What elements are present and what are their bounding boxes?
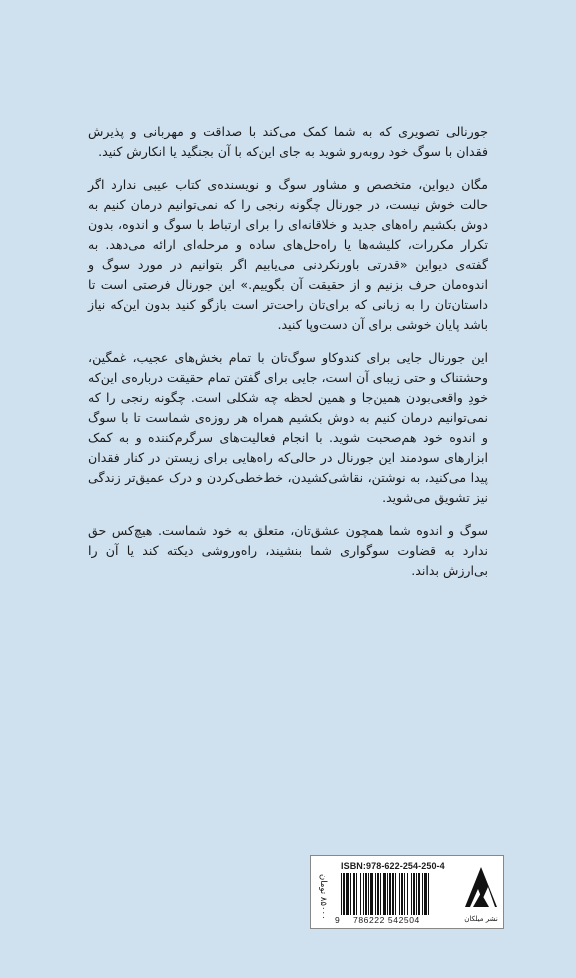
publisher-mountain-logo — [463, 863, 499, 919]
isbn-text: ISBN:978-622-254-250-4 — [341, 861, 445, 871]
barcode-bars — [341, 873, 455, 915]
barcode-digits: 786222 542504 — [353, 915, 420, 925]
price-label: ۸۵۰۰۰ تومان — [318, 874, 328, 920]
back-cover-text — [88, 122, 488, 594]
blurb-paragraph-1: جورنالی تصویری که به شما کمک می‌کند با صداقت و مهربانی و پذیرش فقدان با سوگ خود روبه‌رو شوید به جای این‌که با آن بجنگید یا انکارش کنید. — [88, 124, 488, 159]
blurb-paragraph-4: سوگ و اندوه شما همچون عشق‌تان، متعلق به خود شماست. هیچ‌کس حق ندارد به قضاوت سوگواری شما بنشیند، راه‌وروشی دیکته کند یا آن را بی‌ارزش بداند. — [88, 523, 488, 578]
publisher-name: نشر میلکان — [464, 915, 498, 923]
barcode-first-digit: 9 — [335, 915, 340, 925]
barcode-label — [310, 855, 504, 929]
blurb-paragraph-3: این جورنال جایی برای کندوکاو سوگ‌تان با تمام بخش‌های عجیب، غمگین، وحشتناک و حتی زیبای آن است، جایی برای گفتن تمام حقیقت درباره‌ی این‌که خودِ واقعی‌بودن همین‌جا و همین لحظه چه شکلی است. چگونه رنجی را که نمی‌توانیم درمان کنیم به دوش بکشیم همراه هر روزه‌ی شماست تا با سوگ و اندوه خود هم‌صحبت شوید. با انجام فعالیت‌های سرگرم‌کننده و به کمک ابزارهای سودمند این جورنال در حالی‌که راه‌هایی برای زیستن در کنار فقدان پیدا می‌کنید، به نوشتن، نقاشی‌کشیدن، خط‌خطی‌کردن و درک عمیق‌تر زندگی نیز تشویق می‌شوید. — [88, 350, 488, 505]
blurb-paragraph-2: مگان دیواین، متخصص و مشاور سوگ و نویسنده‌ی کتاب عیبی ندارد اگر حالت خوش نیست، در جورنال چگونه رنجی را که نمی‌توانیم درمان کنیم به دوش بکشیم راه‌های جدید و خلاقانه‌ای را برای ارتباط با سوگ و اندوه، بدون تکرار مکررات، کلیشه‌ها یا راه‌حل‌های ساده و مرحله‌ای ارائه می‌دهد. به گفته‌ی دیواین «قدرتی باورنکردنی می‌یابیم اگر بتوانیم در مورد سوگ و اندوه‌مان حرف بزنیم و از حقیقت آن بگوییم.» این جورنال فرصتی است تا داستان‌تان را به زبانی که برای‌تان راحت‌تر است بازگو کنید بدون این‌که نیاز باشد پایان خوشی برای آن دست‌وپا کنید. — [88, 177, 488, 332]
